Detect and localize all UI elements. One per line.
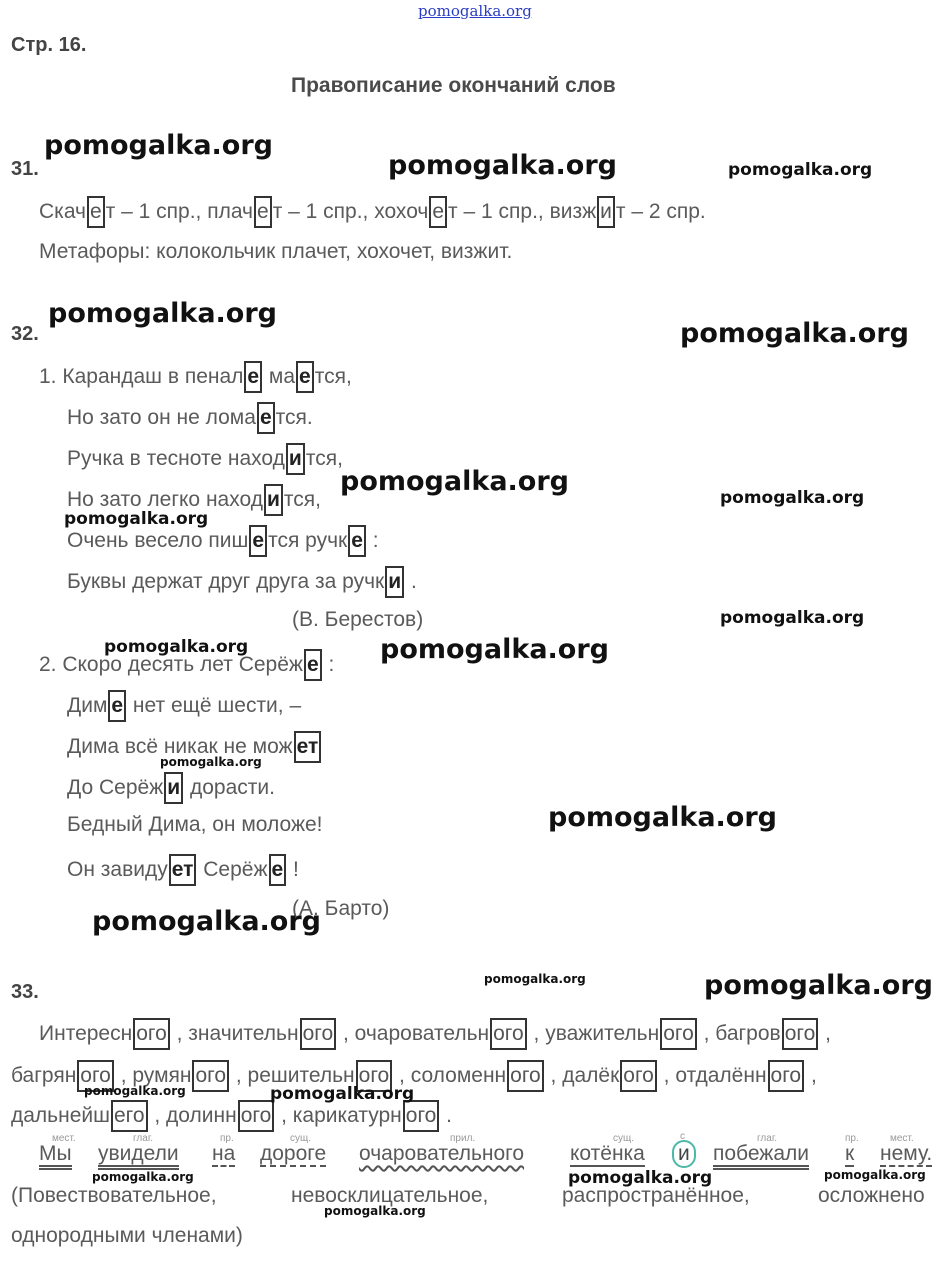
watermark: pomogalka.org <box>548 802 777 833</box>
text-segment: Ручка в тесноте наход <box>67 447 285 470</box>
ending-box <box>264 484 283 516</box>
sentence-word <box>713 1142 809 1166</box>
ending-box <box>286 443 305 475</box>
pos-mark: мест. <box>890 1133 914 1144</box>
text-segment: тся. <box>275 406 313 429</box>
poem1-line-5 <box>67 525 379 557</box>
text-segment: , решительн <box>230 1064 355 1087</box>
text-segment: тся, <box>314 365 352 388</box>
ending-box <box>296 361 314 393</box>
sentence-word <box>570 1142 645 1166</box>
text-segment: т <box>105 200 116 223</box>
ending-letter: ого <box>493 1022 524 1045</box>
ending-box <box>169 854 197 886</box>
poem2-line-6 <box>67 854 299 886</box>
watermark: pomogalka.org <box>704 970 933 1001</box>
ending-box <box>429 196 447 228</box>
watermark: pomogalka.org <box>270 1084 415 1104</box>
ending-letter: и <box>266 488 280 511</box>
ending-box <box>507 1060 544 1092</box>
ending-letter: ого <box>358 1064 390 1087</box>
text-segment: , значительн <box>170 1022 299 1045</box>
ending-letter: ого <box>240 1104 272 1127</box>
ending-box <box>490 1018 527 1050</box>
text-segment: , уважительн <box>527 1022 660 1045</box>
ending-box <box>269 854 287 886</box>
sentence-description: осложнено <box>818 1184 925 1207</box>
conjunction-circle: и <box>672 1140 696 1168</box>
text-segment: т <box>272 200 283 223</box>
text-segment: 1. Карандаш в пенал <box>39 365 244 388</box>
pos-mark: пр. <box>845 1133 859 1144</box>
text-segment: ! <box>287 858 299 881</box>
sentence-description: однородными членами) <box>11 1224 243 1247</box>
ending-letter: е <box>111 694 124 717</box>
adverbial-word: нему. <box>880 1142 933 1165</box>
watermark: pomogalka.org <box>720 488 865 508</box>
watermark: pomogalka.org <box>728 160 873 180</box>
text-segment: , далёк <box>544 1064 620 1087</box>
ending-letter: ого <box>136 1022 167 1045</box>
ending-letter: ого <box>80 1064 111 1087</box>
ending-box <box>238 1100 275 1132</box>
ending-letter: е <box>252 529 265 552</box>
ending-letter: ого <box>405 1104 437 1127</box>
sentence-description: невосклицательное, <box>291 1184 489 1207</box>
poem2-author: (А. Барто) <box>292 897 390 920</box>
text-segment: – 1 спр., хохоч <box>282 200 429 223</box>
watermark: pomogalka.org <box>64 509 209 529</box>
site-link-top[interactable]: pomogalka.org <box>418 2 532 20</box>
ending-letter: ого <box>784 1022 816 1045</box>
text-segment: До Серёж <box>67 776 164 799</box>
pos-mark: с <box>680 1131 685 1142</box>
ending-letter: ого <box>510 1064 541 1087</box>
text-segment: дальнейш <box>11 1104 110 1127</box>
text-segment: багрян <box>11 1064 77 1087</box>
pos-mark: сущ. <box>290 1133 312 1144</box>
ending-letter: и <box>388 570 402 593</box>
text-segment: т <box>448 200 458 223</box>
watermark: pomogalka.org <box>48 298 277 329</box>
ending-box <box>294 731 322 763</box>
ending-box <box>782 1018 819 1050</box>
ending-letter: ет <box>171 858 194 881</box>
text-segment: тся, <box>305 447 343 470</box>
text-segment: Но зато он не лома <box>67 406 256 429</box>
ending-letter: е <box>259 406 272 429</box>
text-segment: Бедный Дима, он моложе! <box>67 813 323 836</box>
ending-box <box>249 525 267 557</box>
text-segment: тся, <box>283 488 321 511</box>
predicate-word: увидели <box>98 1142 179 1170</box>
watermark: pomogalka.org <box>160 755 262 769</box>
text-segment: , долинн <box>148 1104 237 1127</box>
watermark: pomogalka.org <box>340 466 569 497</box>
pos-mark: мест. <box>52 1133 76 1144</box>
text-segment: 2. Скоро десять лет Серёж <box>39 653 303 676</box>
sentence-word <box>672 1140 696 1168</box>
watermark: pomogalka.org <box>680 318 909 349</box>
ending-letter: е <box>257 200 269 223</box>
text-segment: Но зато легко наход <box>67 488 263 511</box>
watermark: pomogalka.org <box>484 972 586 986</box>
ending-letter: его <box>113 1104 145 1127</box>
text-segment: дорасти. <box>184 776 275 799</box>
watermark: pomogalka.org <box>720 608 865 628</box>
ending-box <box>164 772 183 804</box>
poem2-line-4 <box>67 772 275 804</box>
ending-letter: и <box>600 200 612 223</box>
ending-letter: е <box>247 365 260 388</box>
text-segment: нет ещё шести, – <box>127 694 302 717</box>
ending-letter: и <box>288 447 302 470</box>
watermark: pomogalka.org <box>92 906 321 937</box>
sentence-word <box>359 1142 524 1166</box>
ending-box <box>257 402 275 434</box>
text-segment: тся ручк <box>268 529 348 552</box>
watermark: pomogalka.org <box>380 634 609 665</box>
ending-box <box>192 1060 229 1092</box>
text-segment: т <box>615 200 626 223</box>
text-segment: Дима всё никак не мож <box>67 735 293 758</box>
ending-box <box>403 1100 440 1132</box>
text-segment: . <box>405 570 417 593</box>
text-segment: : <box>366 529 379 552</box>
text-segment: – 2 спр. <box>625 200 706 223</box>
ending-letter: ет <box>296 735 319 758</box>
text-segment: Скач <box>39 200 86 223</box>
watermark: pomogalka.org <box>824 1168 926 1182</box>
ending-box <box>254 196 272 228</box>
text-segment: – 1 спр., визж <box>457 200 597 223</box>
adjectives-row-3 <box>11 1100 452 1132</box>
adverbial-word: к <box>845 1142 855 1165</box>
ending-box <box>597 196 615 228</box>
text-segment: , отдалённ <box>657 1064 767 1087</box>
ending-letter: ого <box>663 1022 694 1045</box>
sentence-description: распространённое, <box>562 1184 750 1207</box>
watermark: pomogalka.org <box>44 130 273 161</box>
text-segment: , багров <box>697 1022 781 1045</box>
subject-word: Мы <box>39 1142 72 1170</box>
poem1-line-3 <box>67 443 343 475</box>
pos-mark: пр. <box>220 1133 234 1144</box>
pos-mark: глаг. <box>133 1133 154 1144</box>
watermark: pomogalka.org <box>324 1204 426 1218</box>
ending-box <box>300 1018 337 1050</box>
text-segment: , очаровательн <box>337 1022 490 1045</box>
ending-letter: е <box>351 529 363 552</box>
ending-letter: е <box>271 858 284 881</box>
text-segment: . <box>440 1104 453 1127</box>
ending-box <box>133 1018 170 1050</box>
ending-box <box>304 649 322 681</box>
watermark: pomogalka.org <box>104 637 249 657</box>
pos-mark: прил. <box>450 1133 476 1144</box>
exercise-31-line-1 <box>39 196 706 228</box>
text-segment: , румян <box>114 1064 192 1087</box>
ending-box <box>108 690 126 722</box>
text-segment: , карикатурн <box>275 1104 402 1127</box>
pos-mark: глаг. <box>757 1133 778 1144</box>
text-segment: Серёж <box>197 858 268 881</box>
ending-box <box>244 361 262 393</box>
adjectives-row-1 <box>39 1018 831 1050</box>
poem1-line-1 <box>39 361 352 393</box>
page-title: Правописание окончаний слов <box>291 74 616 97</box>
ending-box <box>768 1060 805 1092</box>
ending-letter: е <box>306 653 319 676</box>
poem2-line-2 <box>67 690 301 722</box>
sentence-word <box>880 1142 932 1166</box>
watermark: pomogalka.org <box>388 150 617 181</box>
exercise-31-line-2: Метафоры: колокольчик плачет, хохочет, визжит. <box>39 240 513 263</box>
exercise-32-number: 32. <box>11 323 39 345</box>
sentence-word <box>212 1142 235 1166</box>
ending-box <box>111 1100 148 1132</box>
text-segment: , <box>805 1064 817 1087</box>
sentence-word <box>845 1142 854 1166</box>
ending-letter: и <box>167 776 181 799</box>
ending-letter: ого <box>302 1022 334 1045</box>
ending-letter: ого <box>770 1064 802 1087</box>
text-segment: Очень весело пиш <box>67 529 249 552</box>
watermark: pomogalka.org <box>84 1084 186 1098</box>
ending-box <box>620 1060 657 1092</box>
ending-box <box>385 566 404 598</box>
text-segment: , соломенн <box>393 1064 507 1087</box>
sentence-word <box>39 1142 72 1166</box>
text-segment: , <box>819 1022 831 1045</box>
object-word: котёнка <box>570 1142 645 1165</box>
ending-box <box>87 196 105 228</box>
poem2-line-5 <box>67 813 323 837</box>
poem1-author: (В. Берестов) <box>292 608 424 631</box>
adverbial-word: на <box>212 1142 236 1165</box>
text-segment: – 1 спр., плач <box>115 200 253 223</box>
poem1-line-6 <box>67 566 417 598</box>
text-segment: : <box>322 653 335 676</box>
text-segment: Дим <box>67 694 108 717</box>
ending-box <box>348 525 366 557</box>
predicate-word: побежали <box>713 1142 809 1170</box>
text-segment: ма <box>263 365 296 388</box>
text-segment: Он завиду <box>67 858 168 881</box>
sentence-word <box>260 1142 326 1166</box>
pos-mark: сущ. <box>613 1133 635 1144</box>
exercise-31-number: 31. <box>11 158 39 180</box>
poem1-line-2 <box>67 402 313 434</box>
attribute-word: очаровательного <box>359 1142 525 1165</box>
sentence-word <box>98 1142 179 1166</box>
ending-letter: е <box>299 365 311 388</box>
watermark: pomogalka.org <box>92 1170 194 1184</box>
sentence-description: (Повествовательное, <box>11 1184 217 1207</box>
ending-letter: ого <box>195 1064 227 1087</box>
watermark: pomogalka.org <box>568 1168 713 1188</box>
adverbial-word: дороге <box>260 1142 327 1165</box>
ending-letter: е <box>89 200 102 223</box>
ending-letter: е <box>432 200 445 223</box>
ending-letter: ого <box>623 1064 654 1087</box>
exercise-33-number: 33. <box>11 981 39 1003</box>
ending-box <box>660 1018 697 1050</box>
text-segment: Буквы держат друг друга за ручк <box>67 570 385 593</box>
text-segment: Интересн <box>39 1022 133 1045</box>
page-number: Стр. 16. <box>11 34 87 56</box>
